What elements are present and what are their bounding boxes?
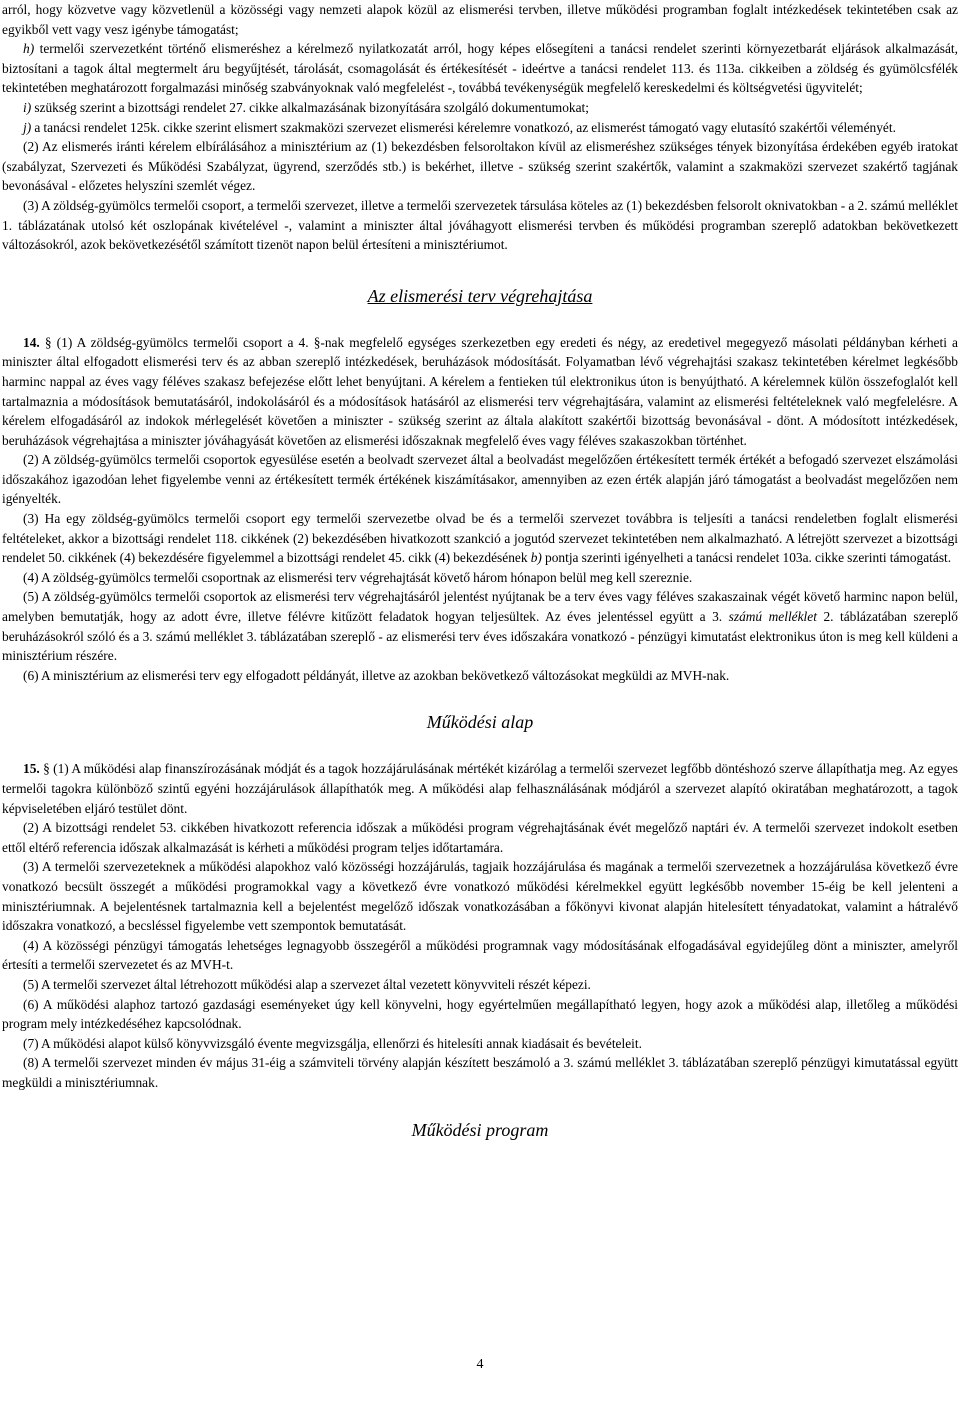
paragraph: (2) A bizottsági rendelet 53. cikkében hivatkozott referencia időszak a működési program végrehajtásának évét megelőző naptári év. A termelői szervezet indokolt esetben ettől eltérő referencia időszak alkalmazását is kérheti a működési program teljes időtartamára.	[2, 820, 958, 855]
paragraph: (5) A termelői szervezet által létrehozott működési alap a szervezet által vezetett könyvviteli részét képezi.	[23, 976, 591, 992]
item-label: h)	[23, 41, 35, 57]
section-number: 14.	[23, 334, 40, 350]
list-item-h: h) termelői szervezetként történő elismeréshez a kérelmező nyilatkozatát arról, hogy képes elősegíteni a tanácsi rendelet szerinti környezetbarát eljárások alkalmazását, biztosítani a tagok által megtermelt áru begyűjtését, tárolását, csomagolását és értékesítését - ideértve a tanácsi rendelet 113. és 113a. cikkeiben a zöldség és gyümölcsfélék tekintetében meghatározott forgalmazási minőség szabványoknak való megfelelést -, továbbá tevékenységük megfelelő kereskedelmi és költségvetési ügyvitelét;	[2, 41, 958, 96]
paragraph: (3) A termelői szervezeteknek a működési alapokhoz való közösségi hozzájárulás, tagjaik hozzájárulása és magának a termelői szervezetnek a hozzájárulása következő évre vonatkozó becsült összegét a működési programokkal vagy a következő évre vonatkozó működési kérelmekkel együtt legkésőbb november 15-éig be kell jelenteni a minisztériumnak. A bejelentésnek tartalmaznia kell a bejelentést megelőző időszak vonatkozásában a főkönyvi kivonat alapján hitelesített tényadatokat, valamint a hátralévő időszakra vonatkozó, a becsléssel figyelembe vett szempontok bemutatását.	[2, 859, 958, 934]
paragraph: (7) A működési alapot külső könyvvizsgáló évente megvizsgálja, ellenőrzi és hitelesíti annak kiadásait és bevételeit.	[23, 1035, 642, 1051]
item-label: i)	[23, 99, 32, 115]
item-label: j)	[23, 119, 32, 135]
section-paragraph: 14. § (1) A zöldség-gyümölcs termelői csoport a 4. §-nak megfelelő egységes szerkezetben egy eredeti és négy, az eredetivel megegyező másolati példányban kérheti a miniszter által elfogadott elismerési terv és az abban szereplő intézkedések, beruházások módosítását. Folyamatban lévő végrehajtási szakasz tekintetében kérelmet legkésőbb harminc nappal az éves vagy féléves szakasz befejezése előtt lehet benyújtani. A kérelem a fentieken túl elektronikus úton is benyújtható. A kérelemnek külön összefoglalót kell tartalmaznia a módosítások bemutatásáról, indokolásáról és a módosítások hatásáról az elismerési terv végrehajtására, valamint az elismerési feltételeknek való megfelelésre. A kérelem elfogadásáról az indokok mérlegelését követően a miniszter - szükség szerint az általa alakított szakértői bizottság bevonásával - dönt. A módosított intézkedések, beruházások végrehajtása a miniszter jóváhagyását követően az elismerési időszaknak megfelelő éves vagy féléves szakaszokban történhet.	[2, 334, 958, 448]
section-heading: Működési alap	[426, 712, 534, 733]
paragraph: (3) Ha egy zöldség-gyümölcs termelői csoport egy termelői szervezetbe olvad be és a termelői szervezet továbbra is teljesíti a tanácsi rendeletben foglalt elismerési feltételeket, akkor a bizottsági rendelet 118. cikkének (2) bekezdésében hivatkozott szankció a jogutód szervezet tekintetében nem alkalmazható. A létrejött szervezet a bizottsági rendelet 50. cikkének (4) bekezdésére figyelemmel a bizottsági rendelet 45. cikk (4) bekezdésének b) pontja szerinti igényelheti a tanácsi rendelet 103a. cikke szerinti támogatást.	[2, 511, 958, 566]
list-item-j: j) a tanácsi rendelet 125k. cikke szerint elismert szakmaközi szervezet elismerési kérelemre vonatkozó, az elismerést támogató vagy elutasító szakértői véleményét.	[23, 119, 896, 135]
paragraph: (5) A zöldség-gyümölcs termelői csoportok az elismerési terv végrehajtásáról jelentést nyújtanak be a terv éves vagy féléves szakaszainak végét követő harminc napon belül, amelyben bemutatják, hogy az adott évre, illetve félévre kitűzött feladatok hogyan teljesültek. Az éves jelentéssel együtt a 3. számú melléklet 2. táblázatában szereplő beruházásokról szóló és a 3. számú melléklet 3. táblázatában szereplő - az elismerési terv éves időszakára vonatkozó - pénzügyi kimutatást elektronikus úton is meg kell küldeni a minisztérium részére.	[2, 589, 958, 664]
paragraph: arról, hogy közvetve vagy közvetlenül a közösségi vagy nemzeti alapok közül az elismerési tervben, illetve működési programban foglalt intézkedések tekintetében csak az egyikből vett vagy vesz igénybe támogatást;	[2, 2, 958, 37]
paragraph: (2) Az elismerés iránti kérelem elbírálásához a minisztérium az (1) bekezdésben felsoroltakon kívül az elismeréshez szükséges tények bizonyítása érdekében egyéb iratokat (szabályzat, Szervezeti és Működési Szabályzat, ügyrend, szerződés stb.) is bekérhet, illetve - szükség szerint szakértők, valamint a szakmaközi szervezet szakértő tagjának bevonásával - előzetes helyszíni szemlét végez.	[2, 139, 958, 194]
paragraph: (6) A működési alaphoz tartozó gazdasági eseményeket úgy kell könyvelni, hogy egyértelműen megállapítható legyen, hogy azok a működési alap, illetőleg a működési program mely intézkedéséhez kapcsolódnak.	[2, 996, 958, 1032]
paragraph: (8) A termelői szervezet minden év május 31-éig a számviteli törvény alapján készített beszámoló a 3. számú melléklet 3. táblázatában szereplő pénzügyi kimutatással együtt megküldi a minisztériumnak.	[2, 1055, 958, 1090]
section-number: 15.	[23, 761, 40, 777]
list-item-i: i) szükség szerint a bizottsági rendelet 27. cikke alkalmazásának bizonyítására szolgáló dokumentumokat;	[23, 99, 589, 115]
paragraph: (6) A minisztérium az elismerési terv egy elfogadott példányát, illetve az azokban bekövetkező változásokat megküldi az MVH-nak.	[23, 667, 730, 683]
section-paragraph: 15. § (1) A működési alap finanszírozásának módját és a tagok hozzájárulásának mértékét kizárólag a termelői szervezet legfőbb döntéshozó szerve állapíthatja meg. Az egyes termelői tagokra különböző szintű egyéni hozzájárulások állapíthatók meg. A működési alap felhasználásának módjáról a szervezet alapító okiratában meghatározott, a tagok képviseletében eljáró testület dönt.	[2, 761, 958, 816]
paragraph: (3) A zöldség-gyümölcs termelői csoport, a termelői szervezet, illetve a termelői szervezetek társulása köteles az (1) bekezdésben felsorolt oknivatokban - a 2. számú melléklet 1. táblázatának utolsó két oszlopának kivételével -, valamint a miniszter által jóváhagyott elismerési tervben és működési programban szereplő adatokban bekövetkezett változásokról, azok bekövetkezésétől számított tizenöt napon belül értesíteni a minisztériumot.	[2, 197, 958, 253]
page-number: 4	[476, 1357, 484, 1372]
section-heading: Az elismerési terv végrehajtása	[367, 285, 593, 306]
paragraph: (4) A zöldség-gyümölcs termelői csoportnak az elismerési terv végrehajtását követő három hónapon belül meg kell szereznie.	[23, 569, 693, 585]
paragraph: (4) A közösségi pénzügyi támogatás lehetséges legnagyobb összegéről a működési programnak vagy módosításának elfogadásával egyidejűleg dönt a miniszter, amelyről értesíti a termelői szervezetet és az MVH-t.	[2, 937, 958, 973]
paragraph: (2) A zöldség-gyümölcs termelői csoportok egyesülése esetén a beolvadt szervezet által a beolvadást megelőzően értékesített termék értékét a befogadó szervezet elszámolási időszakához igazodóan lehet figyelembe venni az értékesített termék értékének kiszámításakor, amennyiben az ezen érték alapján járó támogatást a beolvadást megelőzően nem igényelték.	[2, 452, 958, 507]
section-heading: Működési program	[411, 1119, 549, 1140]
